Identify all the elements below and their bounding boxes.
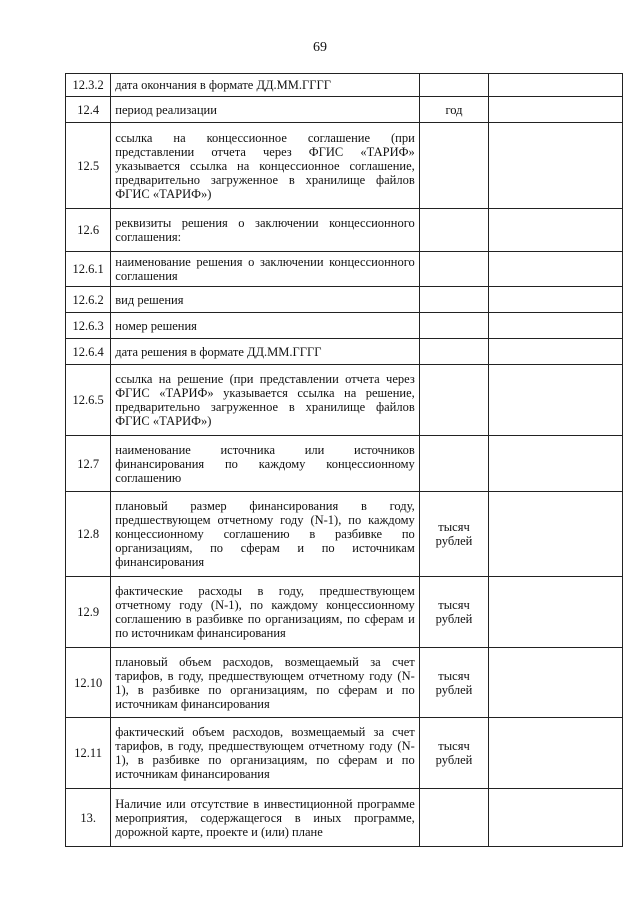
- row-description: период реализации: [111, 97, 420, 123]
- row-value: [489, 365, 623, 436]
- table-row: [66, 492, 623, 577]
- row-value: [489, 209, 623, 252]
- row-number: 12.6.5: [66, 365, 111, 436]
- row-number: 12.7: [66, 436, 111, 492]
- row-description: фактические расходы в году, предшествующем отчетному году (N-1), по каждому концессионному соглашению в разбивке по организациям, по сферам и по источникам финансирования: [111, 577, 420, 648]
- row-unit: [419, 123, 488, 209]
- row-value: [489, 492, 623, 577]
- row-unit: [419, 436, 488, 492]
- row-number: 13.: [66, 789, 111, 847]
- row-description: реквизиты решения о заключении концессионного соглашения:: [111, 209, 420, 252]
- row-description: фактический объем расходов, возмещаемый за счет тарифов, в году, предшествующем отчетному году (N-1), в разбивке по организациям, по сферам и по источникам финансирования: [111, 718, 420, 789]
- row-value: [489, 97, 623, 123]
- row-unit: тысяч рублей: [419, 648, 488, 718]
- row-description: наименование решения о заключении концессионного соглашения: [111, 252, 420, 287]
- table-row: [66, 209, 623, 252]
- row-unit: [419, 287, 488, 313]
- row-value: [489, 74, 623, 97]
- row-value: [489, 339, 623, 365]
- row-number: 12.5: [66, 123, 111, 209]
- row-unit: тысяч рублей: [419, 718, 488, 789]
- row-description: плановый объем расходов, возмещаемый за счет тарифов, в году, предшествующем отчетному году (N-1), в разбивке по организациям, по сферам и по источникам финансирования: [111, 648, 420, 718]
- row-value: [489, 577, 623, 648]
- row-value: [489, 313, 623, 339]
- row-unit: [419, 209, 488, 252]
- row-number: 12.3.2: [66, 74, 111, 97]
- row-description: дата окончания в формате ДД.ММ.ГГГГ: [111, 74, 420, 97]
- row-unit: тысяч рублей: [419, 492, 488, 577]
- row-description: наименование источника или источников финансирования по каждому концессионному соглашению: [111, 436, 420, 492]
- row-number: 12.6: [66, 209, 111, 252]
- row-number: 12.10: [66, 648, 111, 718]
- table-row: [66, 648, 623, 718]
- indicators-table: [65, 73, 623, 847]
- row-description: ссылка на концессионное соглашение (при представлении отчета через ФГИС «ТАРИФ» указывается ссылка на концессионное соглашение, предварительно загруженное в хранилище файлов ФГИС «ТАРИФ»): [111, 123, 420, 209]
- row-description: плановый размер финансирования в году, предшествующем отчетному году (N-1), по каждому концессионному соглашению в разбивке по организациям, по сферам и по источникам финансирования: [111, 492, 420, 577]
- table-row: [66, 365, 623, 436]
- page-number: 69: [313, 40, 327, 55]
- table-row: [66, 123, 623, 209]
- row-unit: год: [419, 97, 488, 123]
- row-value: [489, 287, 623, 313]
- table-row: [66, 718, 623, 789]
- row-description: номер решения: [111, 313, 420, 339]
- row-value: [489, 718, 623, 789]
- row-unit: [419, 365, 488, 436]
- row-unit: [419, 789, 488, 847]
- row-number: 12.6.4: [66, 339, 111, 365]
- row-unit: [419, 313, 488, 339]
- table-row: [66, 436, 623, 492]
- row-description: вид решения: [111, 287, 420, 313]
- row-unit: [419, 339, 488, 365]
- row-number: 12.6.3: [66, 313, 111, 339]
- table-row: [66, 252, 623, 287]
- row-number: 12.6.2: [66, 287, 111, 313]
- table-row: [66, 577, 623, 648]
- row-number: 12.6.1: [66, 252, 111, 287]
- row-description: ссылка на решение (при представлении отчета через ФГИС «ТАРИФ» указывается ссылка на решение, предварительно загруженное в хранилище файлов ФГИС «ТАРИФ»): [111, 365, 420, 436]
- table-row: [66, 97, 623, 123]
- row-value: [489, 123, 623, 209]
- row-unit: [419, 74, 488, 97]
- row-value: [489, 436, 623, 492]
- row-value: [489, 789, 623, 847]
- table-row: [66, 287, 623, 313]
- row-description: дата решения в формате ДД.ММ.ГГГГ: [111, 339, 420, 365]
- table-row: [66, 313, 623, 339]
- row-number: 12.8: [66, 492, 111, 577]
- row-description: Наличие или отсутствие в инвестиционной программе мероприятия, содержащегося в иных программе, дорожной карте, проекте и (или) плане: [111, 789, 420, 847]
- row-value: [489, 648, 623, 718]
- row-value: [489, 252, 623, 287]
- row-unit: тысяч рублей: [419, 577, 488, 648]
- row-number: 12.9: [66, 577, 111, 648]
- row-number: 12.11: [66, 718, 111, 789]
- table-row: [66, 339, 623, 365]
- table-row: [66, 74, 623, 97]
- table-row: [66, 789, 623, 847]
- row-unit: [419, 252, 488, 287]
- row-number: 12.4: [66, 97, 111, 123]
